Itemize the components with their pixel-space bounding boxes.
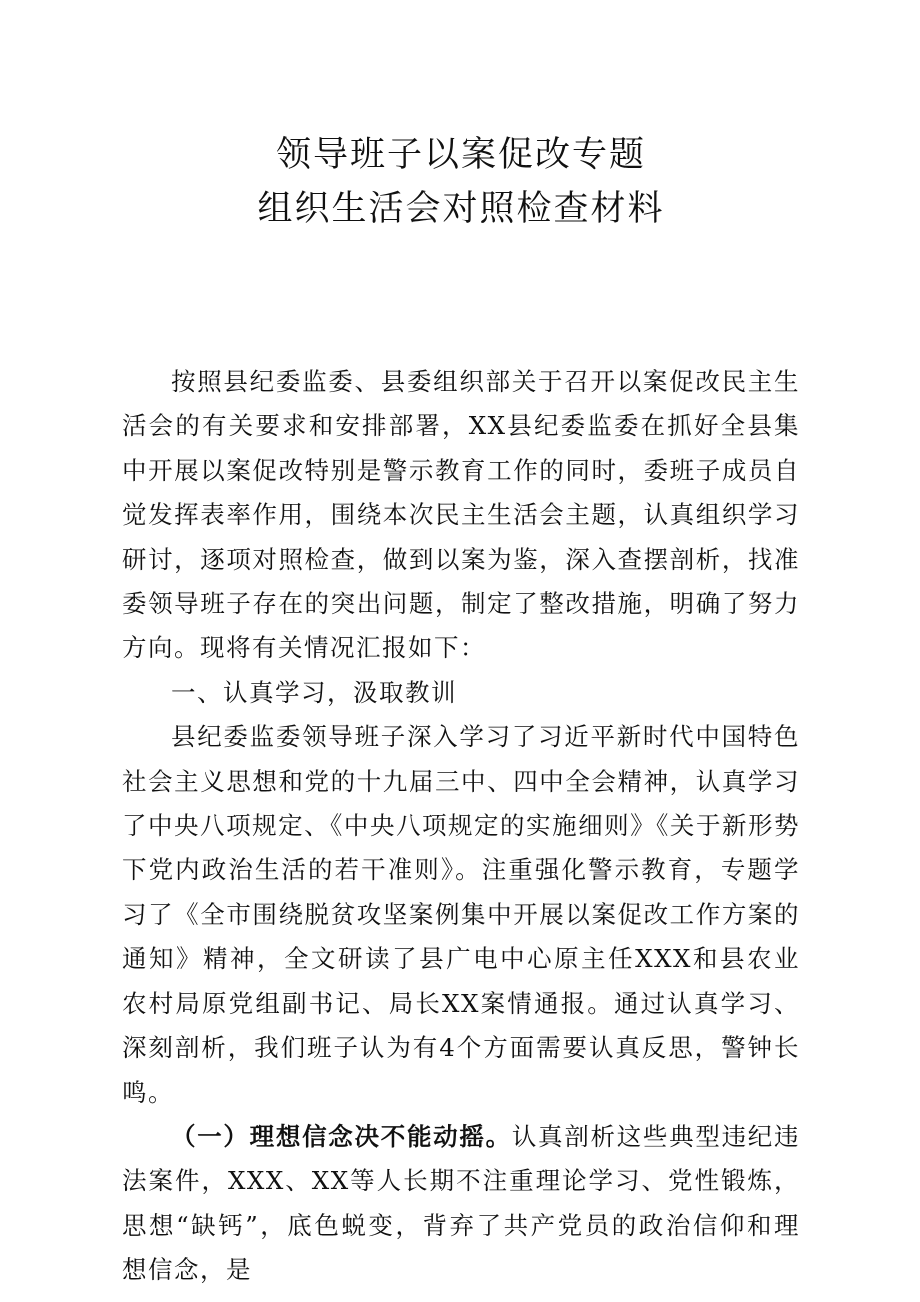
section-heading-1: 一、认真学习，汲取教训 — [171, 677, 457, 707]
point-1-text: 认真剖析这些典型违纪违法案件，XXX、XX等人长期不注重理论学习、党性锻炼，思想“缺钙”，底色蜕变，背弃了共产党员的政治信仰和理想信念，是 — [122, 1121, 801, 1285]
document-title — [122, 128, 800, 236]
intro-paragraph: 按照县纪委监委、县委组织部关于召开以案促改民主生活会的有关要求和安排部署，XX县纪委监委在抓好全县集中开展以案促改特别是警示教育工作的同时，委班子成员自觉发挥表率作用，围绕本次民主生活会主题，认真组织学习研讨，逐项对照检查，做到以案为鉴，深入查摆剖析，找准委领导班子存在的突出问题，制定了整改措施，明确了努力方向。现将有关情况汇报如下： — [122, 367, 800, 663]
title-line-1: 领导班子以案促改专题 — [275, 135, 646, 175]
title-line-2: 组织生活会对照检查材料 — [257, 189, 665, 229]
point-1-paragraph — [122, 1115, 800, 1293]
study-paragraph: 县纪委监委领导班子深入学习了习近平新时代中国特色社会主义思想和党的十九届三中、四中全会精神，认真学习了中央八项规定、《中央八项规定的实施细则》《关于新形势下党内政治生活的若干准则》。注重强化警示教育，专题学习了《全市围绕脱贫攻坚案例集中开展以案促改工作方案的通知》精神，全文研读了县广电中心原主任XXX和县农业农村局原党组副书记、局长XX案情通报。通过认真学习、深刻剖析，我们班子认为有4个方面需要认真反思，警钟长鸣。 — [122, 722, 800, 1107]
point-1-lead: （一）理想信念决不能动摇。 — [171, 1121, 512, 1151]
